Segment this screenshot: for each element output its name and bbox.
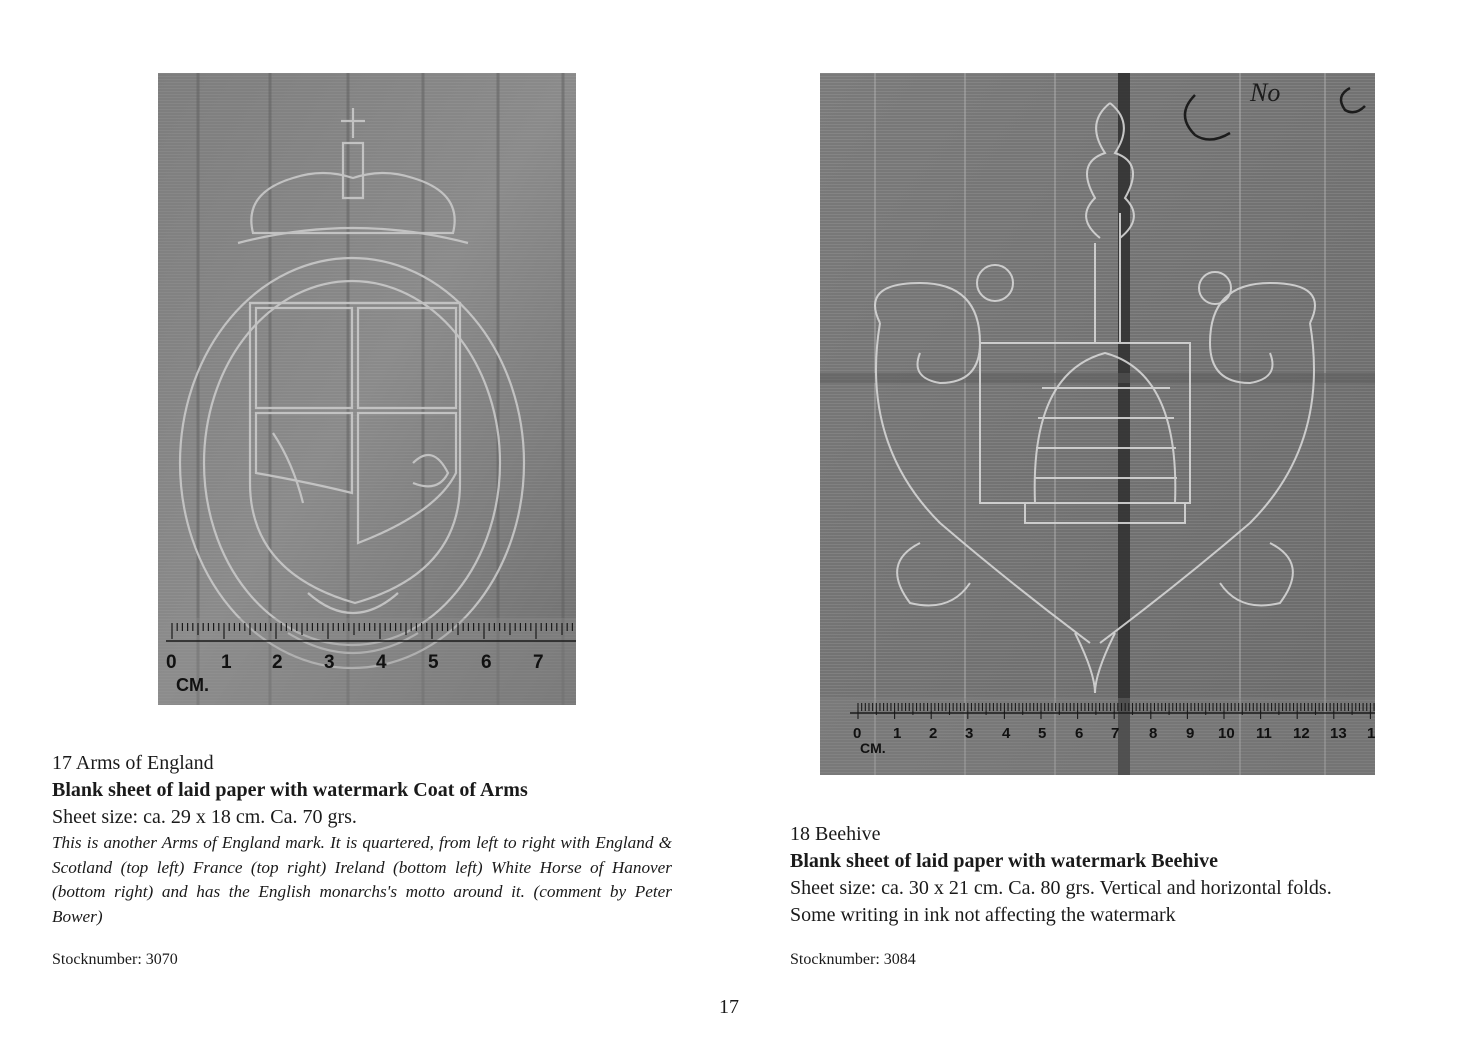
item-comment: This is another Arms of England mark. It is quartered, from left to right with England & Scotland (top left) France (top right) Ireland (bottom left) White Horse of Hanover (bottom right) and has the English monarchs's motto around it. (comment by Peter Bower) bbox=[52, 833, 672, 926]
watermark-photo-arms-of-england bbox=[158, 73, 576, 705]
watermark-photo-beehive bbox=[820, 73, 1375, 775]
ruler-number: 2 bbox=[272, 652, 283, 673]
ruler-number: 12 bbox=[1293, 725, 1310, 742]
ruler-number: 1 bbox=[893, 725, 902, 742]
ruler-number: 13 bbox=[1330, 725, 1347, 742]
item-note: Some writing in ink not affecting the watermark bbox=[790, 904, 1176, 926]
ruler-number: 2 bbox=[929, 725, 938, 742]
item-heading: Blank sheet of laid paper with watermark Coat of Arms bbox=[52, 779, 528, 801]
sheet-size: Sheet size: ca. 30 x 21 cm. Ca. 80 grs. Vertical and horizontal folds. bbox=[790, 877, 1332, 899]
sheet-size: Sheet size: ca. 29 x 18 cm. Ca. 70 grs. bbox=[52, 806, 357, 828]
ruler-number: 3 bbox=[965, 725, 974, 742]
ruler-number: 0 bbox=[166, 652, 177, 673]
ruler-number: 6 bbox=[1075, 725, 1084, 742]
ruler-number: 11 bbox=[1256, 725, 1272, 742]
stock-number: Stocknumber: 3070 bbox=[52, 951, 178, 968]
item-heading: Blank sheet of laid paper with watermark Beehive bbox=[790, 850, 1218, 872]
stock-number: Stocknumber: 3084 bbox=[790, 951, 916, 968]
item-17-caption bbox=[52, 750, 672, 929]
item-title: 18 Beehive bbox=[790, 823, 881, 845]
ruler-number: 10 bbox=[1218, 725, 1235, 742]
ink-writing-text: No bbox=[1250, 78, 1281, 107]
ruler-number: 4 bbox=[376, 652, 387, 673]
item-18-caption bbox=[790, 821, 1430, 929]
ruler-number: 7 bbox=[1111, 725, 1120, 742]
ruler-number: 1 bbox=[1367, 725, 1375, 742]
page-number: 17 bbox=[719, 996, 739, 1018]
ruler-unit-label: CM. bbox=[176, 675, 209, 695]
ruler-number: 8 bbox=[1149, 725, 1158, 742]
ruler-unit-label: CM. bbox=[860, 740, 886, 756]
item-title: 17 Arms of England bbox=[52, 752, 214, 774]
ruler-number: 6 bbox=[481, 652, 492, 673]
ruler-number: 5 bbox=[428, 652, 439, 673]
ruler-number: 9 bbox=[1186, 725, 1195, 742]
ruler-number: 1 bbox=[221, 652, 232, 673]
ruler-number: 7 bbox=[533, 652, 544, 673]
ruler-number: 4 bbox=[1002, 725, 1011, 742]
ruler-number: 0 bbox=[853, 725, 862, 742]
ruler-number: 3 bbox=[324, 652, 335, 673]
ruler-number: 5 bbox=[1038, 725, 1047, 742]
